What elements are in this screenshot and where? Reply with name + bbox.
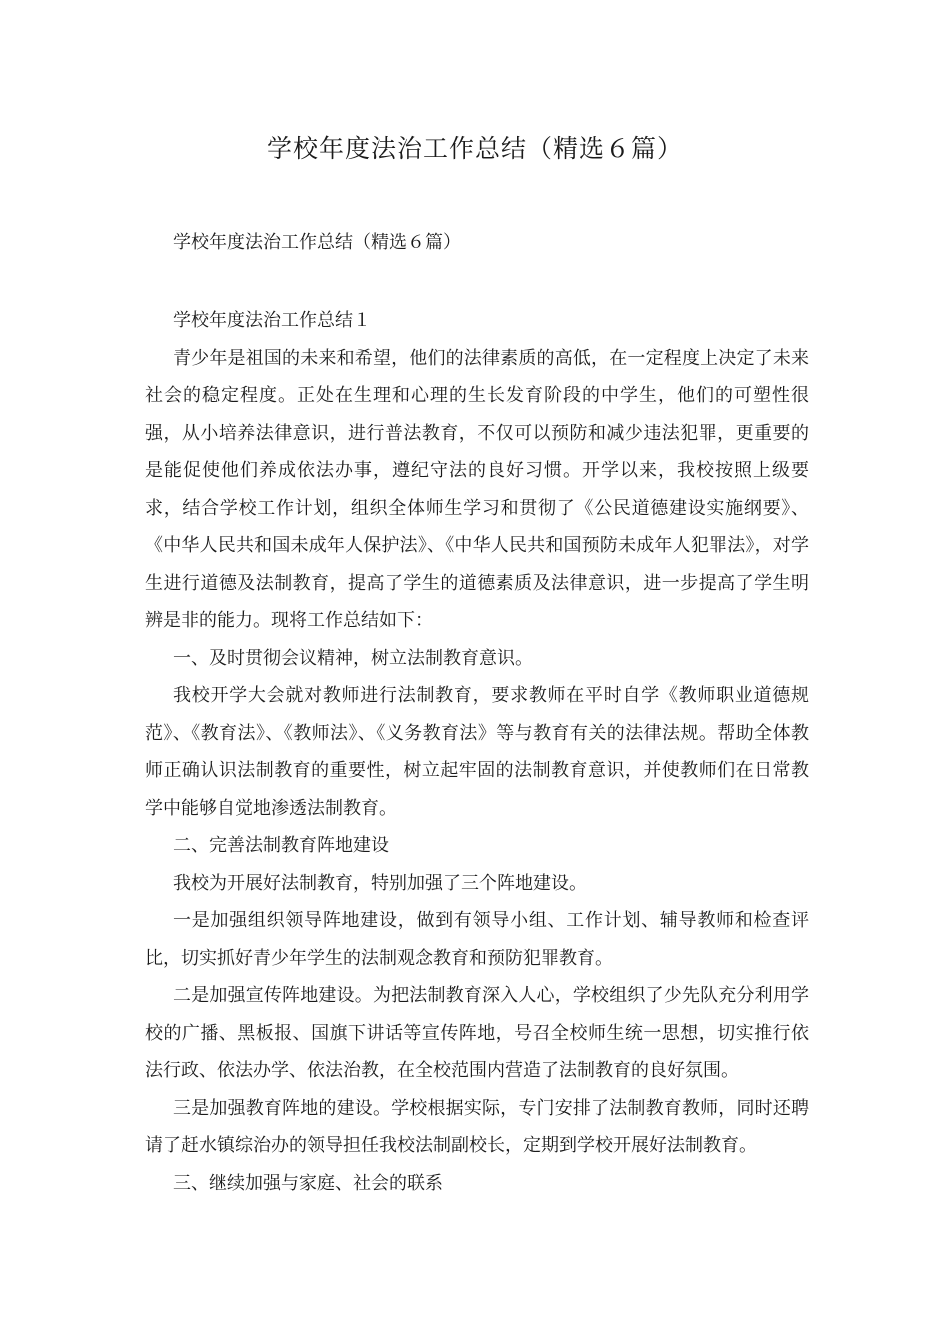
section-heading: 三、继续加强与家庭、社会的联系	[173, 1172, 443, 1194]
document-subtitle: 学校年度法治工作总结（精选６篇）	[173, 232, 461, 253]
section-heading: 一、及时贯彻会议精神，树立法制教育意识。	[173, 647, 533, 669]
paragraph: 青少年是祖国的未来和希望，他们的法律素质的高低，在一定程度上决定了未来社会的稳定程度。正处在生理和心理的生长发育阶段的中学生，他们的可塑性很强，从小培养法律意识，进行普法教育，不仅可以预防和减少违法犯罪，更重要的是能促使他们养成依法办事，遵纪守法的良好习惯。开学以来，我校按照上级要求，结合学校工作计划，组织全体师生学习和贯彻了《公民道德建设实施纲要》、《中华人民共和国未成年人保护法》、《中华人民共和国预防未成年人犯罪法》，对学生进行道德及法制教育，提高了学生的道德素质及法律意识，进一步提高了学生明辨是非的能力。现将工作总结如下：	[145, 347, 809, 631]
section-heading: 二、完善法制教育阵地建设	[173, 835, 389, 856]
paragraph: 二是加强宣传阵地建设。为把法制教育深入人心，学校组织了少先队充分利用学校的广播、黑板报、国旗下讲话等宣传阵地，号召全校师生统一思想，切实推行依法行政、依法办学、依法治教，在全校范围内营造了法制教育的良好氛围。	[145, 985, 809, 1081]
paragraph: 我校开学大会就对教师进行法制教育，要求教师在平时自学《教师职业道德规范》、《教育法》、《教师法》、《义务教育法》等与教育有关的法律法规。帮助全体教师正确认识法制教育的重要性，树立起牢固的法制教育意识，并使教师们在日常教学中能够自觉地渗透法制教育。	[145, 685, 809, 819]
section-heading: 学校年度法治工作总结１	[173, 310, 371, 331]
paragraph: 一是加强组织领导阵地建设，做到有领导小组、工作计划、辅导教师和检查评比，切实抓好青少年学生的法制观念教育和预防犯罪教育。	[145, 910, 809, 969]
document-title: 学校年度法治工作总结（精选６篇）	[266, 134, 683, 163]
document-body	[145, 302, 809, 1202]
paragraph: 三是加强教育阵地的建设。学校根据实际，专门安排了法制教育教师，同时还聘请了赶水镇综治办的领导担任我校法制副校长，定期到学校开展好法制教育。	[145, 1097, 809, 1156]
paragraph: 我校为开展好法制教育，特别加强了三个阵地建设。	[173, 872, 587, 894]
